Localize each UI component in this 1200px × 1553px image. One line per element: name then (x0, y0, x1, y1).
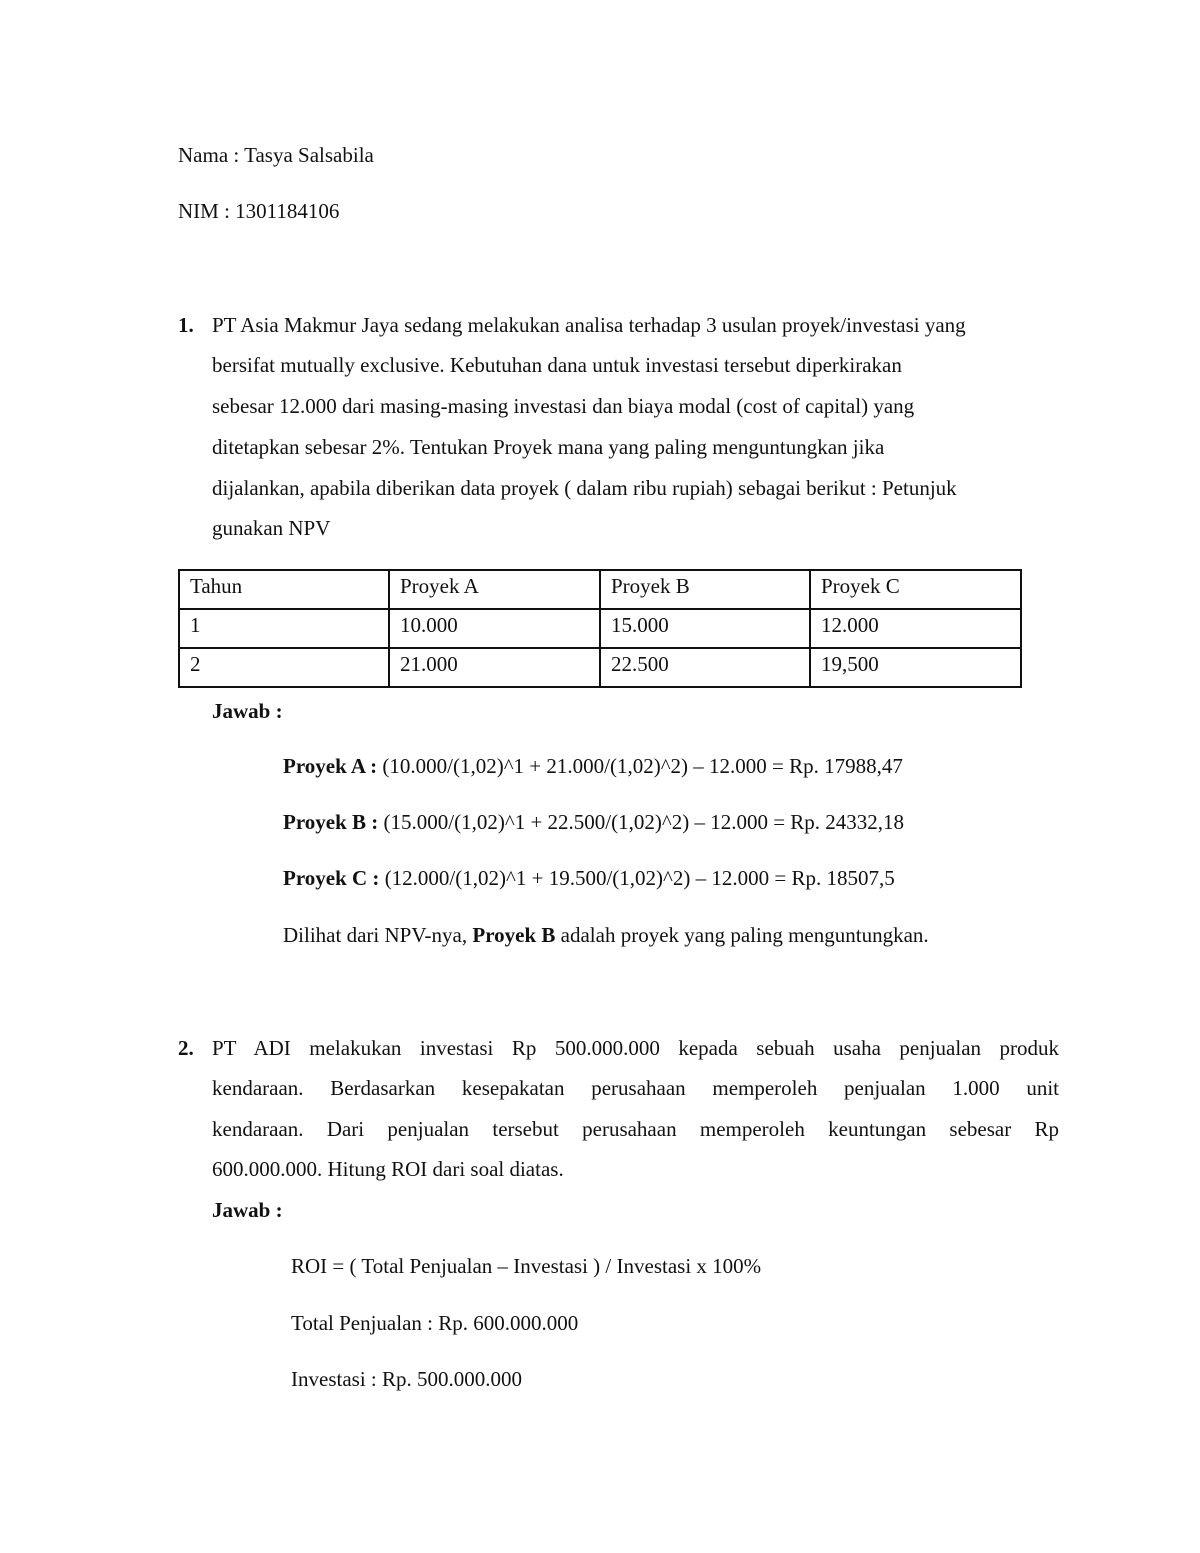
table-cell: 19,500 (810, 648, 1021, 687)
proyek-label: Proyek B : (283, 810, 379, 834)
table-cell: 1 (179, 609, 389, 648)
roi-formula: ROI = ( Total Penjualan – Investasi ) / Investasi x 100% (291, 1254, 762, 1278)
answer-2-label: Jawab : (212, 1198, 283, 1222)
name-label: Nama : (178, 143, 245, 167)
question-2-line: kendaraan. Dari penjualan tersebut perusahaan memperoleh keuntungan sebesar Rp (212, 1117, 1059, 1141)
question-1-line: bersifat mutually exclusive. Kebutuhan dana untuk investasi tersebut diperkirakan (212, 353, 902, 377)
table-header-row (179, 570, 1021, 609)
proyek-label: Proyek A : (283, 754, 378, 778)
conclusion-text: Dilihat dari NPV-nya, (283, 923, 473, 947)
table-header-cell: Tahun (179, 570, 389, 609)
conclusion-highlight: Proyek B (472, 923, 556, 947)
answer-proyek-a (283, 754, 903, 779)
table-cell: 2 (179, 648, 389, 687)
total-penjualan: Total Penjualan : Rp. 600.000.000 (291, 1311, 579, 1335)
table-cell: 12.000 (810, 609, 1021, 648)
proyek-label: Proyek C : (283, 866, 380, 890)
table-cell: 10.000 (389, 609, 600, 648)
conclusion-text: adalah proyek yang paling menguntungkan. (555, 923, 929, 947)
nim-value: 1301184106 (235, 199, 340, 223)
table-cell: 15.000 (600, 609, 810, 648)
question-2-line: kendaraan. Berdasarkan kesepakatan perusahaan memperoleh penjualan 1.000 unit (212, 1076, 1059, 1100)
table-cell: 21.000 (389, 648, 600, 687)
table-header-cell: Proyek B (600, 570, 810, 609)
question-1-line: dijalankan, apabila diberikan data proyek ( dalam ribu rupiah) sebagai berikut : Petunjuk (212, 476, 957, 500)
nim-label: NIM : (178, 199, 236, 223)
table-row (179, 609, 1021, 648)
question-1-line: PT Asia Makmur Jaya sedang melakukan analisa terhadap 3 usulan proyek/investasi yang (212, 313, 966, 337)
question-2-line: 600.000.000. Hitung ROI dari soal diatas. (212, 1157, 564, 1181)
question-1-line: gunakan NPV (212, 516, 331, 540)
table-cell: 22.500 (600, 648, 810, 687)
question-1-line: ditetapkan sebesar 2%. Tentukan Proyek mana yang paling menguntungkan jika (212, 435, 885, 459)
npv-formula: (15.000/(1,02)^1 + 22.500/(1,02)^2) – 12.000 = Rp. 24332,18 (378, 810, 905, 834)
table-header-cell: Proyek A (389, 570, 600, 609)
answer-proyek-c (283, 866, 895, 891)
student-nim (178, 199, 339, 224)
conclusion (283, 923, 929, 948)
student-name (178, 143, 374, 168)
question-2-line: PT ADI melakukan investasi Rp 500.000.000 kepada sebuah usaha penjualan produk (212, 1036, 1059, 1060)
question-1-line: sebesar 12.000 dari masing-masing investasi dan biaya modal (cost of capital) yang (212, 394, 915, 418)
npv-formula: (12.000/(1,02)^1 + 19.500/(1,02)^2) – 12.000 = Rp. 18507,5 (379, 866, 895, 890)
investasi: Investasi : Rp. 500.000.000 (291, 1367, 522, 1391)
npv-formula: (10.000/(1,02)^1 + 21.000/(1,02)^2) – 12.000 = Rp. 17988,47 (377, 754, 903, 778)
answer-proyek-b (283, 810, 904, 835)
answer-1-label: Jawab : (212, 699, 283, 723)
question-1-number: 1. (178, 313, 194, 337)
table-row (179, 648, 1021, 687)
question-2-number: 2. (178, 1036, 194, 1060)
name-value: Tasya Salsabila (244, 143, 374, 167)
project-cashflow-table (178, 569, 1022, 688)
table-header-cell: Proyek C (810, 570, 1021, 609)
